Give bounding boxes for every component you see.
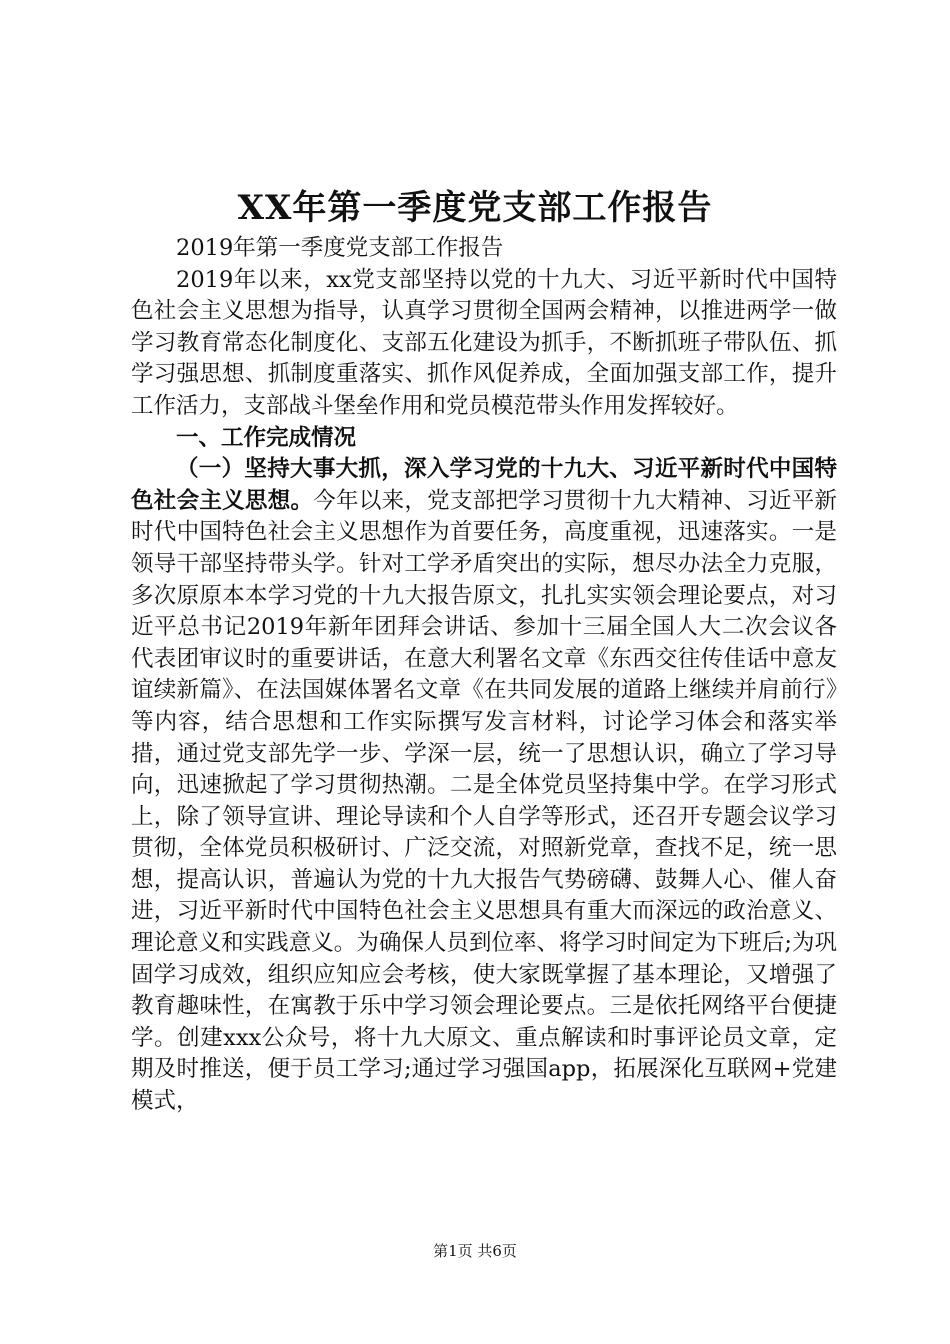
page-number-footer: 第1页 共6页 bbox=[433, 1242, 517, 1260]
section-paragraph bbox=[131, 454, 837, 1117]
document-body bbox=[131, 233, 837, 1118]
section-heading: 一、工作完成情况 bbox=[176, 424, 357, 451]
subtitle-line: 2019年第一季度党支部工作报告 bbox=[176, 235, 504, 261]
document-title: XX年第一季度党支部工作报告 bbox=[237, 188, 713, 228]
intro-paragraph: 2019年以来，xx党支部坚持以党的十九大、习近平新时代中国特色社会主义思想为指导，认真学习贯彻全国两会精神，以推进两学一做学习教育常态化制度化、支部五化建设为抓手，不断抓班子带队伍、抓学习强思想、抓制度重落实、抓作风促养成，全面加强支部工作，提升工作活力，支部战斗堡垒作用和党员模范带头作用发挥较好。 bbox=[131, 266, 837, 419]
section-lead-bold: （一）坚持大事大抓，深入学习党的十九大、习近平新时代中国特色社会主义思想。 bbox=[131, 456, 837, 514]
section-body-text: 今年以来，党支部把学习贯彻十九大精神、习近平新时代中国特色社会主义思想作为首要任务，高度重视，迅速落实。一是领导干部坚持带头学。针对工学矛盾突出的实际，想尽办法全力克服，多次原原本本学习党的十九大报告原文，扎扎实实领会理论要点，对习近平总书记2019年新年团拜会讲话、参加十三届全国人大二次会议各代表团审议时的重要讲话，在意大利署名文章《东西交往传佳话中意友谊续新篇》、在法国媒体署名文章《在共同发展的道路上继续并肩前行》等内容，结合思想和工作实际撰写发言材料，讨论学习体会和落实举措，通过党支部先学一步、学深一层，统一了思想认识，确立了学习导向，迅速掀起了学习贯彻热潮。二是全体党员坚持集中学。在学习形式上，除了领导宣讲、理论导读和个人自学等形式，还召开专题会议学习贯彻，全体党员积极研讨、广泛交流，对照新党章，查找不足，统一思想，提高认识，普遍认为党的十九大报告气势磅礴、鼓舞人心、催人奋进，习近平新时代中国特色社会主义思想具有重大而深远的政治意义、理论意义和实践意义。为确保人员到位率、将学习时间定为下班后;为巩固学习成效，组织应知应会考核，使大家既掌握了基本理论，又增强了教育趣味性，在寓教于乐中学习领会理论要点。三是依托网络平台便捷学。创建xxx公众号，将十九大原文、重点解读和时事评论员文章，定期及时推送，便于员工学习;通过学习强国app，拓展深化互联网+党建模式， bbox=[131, 487, 837, 1115]
